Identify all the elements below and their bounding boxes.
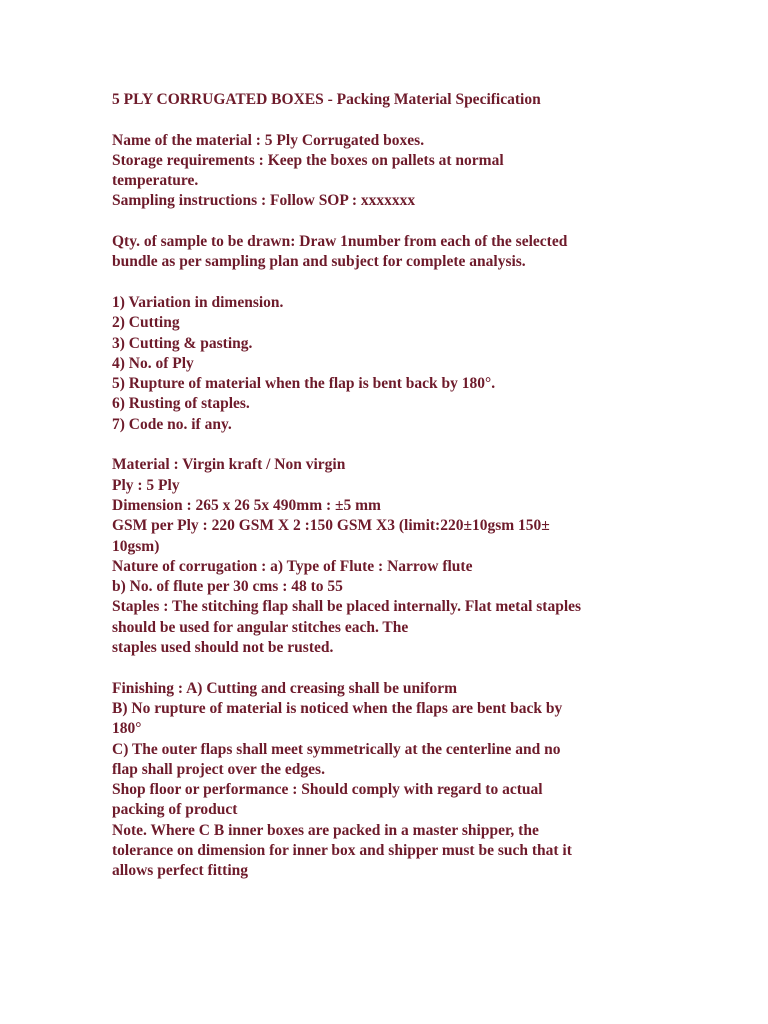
spacer [112,110,728,130]
shop-floor-line: Shop floor or performance : Should comply with regard to actual [112,781,543,799]
gsm-line: GSM per Ply : 220 GSM X 2 :150 GSM X3 (limit:220±10gsm 150± [112,517,550,535]
finishing-line: B) No rupture of material is noticed when the flaps are bent back by [112,699,563,717]
note-line: Note. Where C B inner boxes are packed in a master shipper, the [112,821,539,839]
corrugation-line: Nature of corrugation : a) Type of Flute : Narrow flute [112,557,473,575]
checks-list [112,293,728,435]
sampling-line: Sampling instructions : Follow SOP : xxxxxxx [112,192,416,210]
gsm-line-cont: 10gsm) [112,537,160,555]
storage-line-cont: temperature. [112,172,199,190]
spacer [112,273,728,293]
shop-floor-line-cont: packing of product [112,801,238,819]
storage-line: Storage requirements : Keep the boxes on pallets at normal [112,151,504,169]
check-item: 5) Rupture of material when the flap is bent back by 180°. [112,375,496,393]
note-line-cont: allows perfect fitting [112,862,249,880]
finishing-line: Finishing : A) Cutting and creasing shall be uniform [112,679,458,697]
sample-block [112,232,728,273]
spacer [112,435,728,455]
sample-qty-line-cont: bundle as per sampling plan and subject for complete analysis. [112,253,526,271]
check-item: 1) Variation in dimension. [112,293,284,311]
note-line-cont: tolerance on dimension for inner box and shipper must be such that it [112,841,572,859]
staples-line-cont: should be used for angular stitches each. The [112,618,409,636]
flute-count-line: b) No. of flute per 30 cms : 48 to 55 [112,578,343,596]
finishing-line: flap shall project over the edges. [112,760,325,778]
material-name-line: Name of the material : 5 Ply Corrugated boxes. [112,131,425,149]
check-item: 4) No. of Ply [112,354,194,372]
material-block [112,455,728,658]
spacer [112,212,728,232]
check-item: 7) Code no. if any. [112,415,232,433]
staples-line-cont: staples used should not be rusted. [112,639,334,657]
ply-line: Ply : 5 Ply [112,476,180,494]
check-item: 6) Rusting of staples. [112,395,250,413]
sample-qty-line: Qty. of sample to be drawn: Draw 1number from each of the selected [112,233,568,251]
check-item: 3) Cutting & pasting. [112,334,253,352]
material-line: Material : Virgin kraft / Non virgin [112,456,346,474]
dimension-line: Dimension : 265 x 26 5x 490mm : ±5 mm [112,496,381,514]
finishing-line: C) The outer flaps shall meet symmetrically at the centerline and no [112,740,561,758]
document-title: 5 PLY CORRUGATED BOXES - Packing Material Specification [112,91,541,108]
spacer [112,658,728,678]
finishing-line: 180° [112,720,142,738]
check-item: 2) Cutting [112,314,180,332]
header-block [112,131,728,212]
finishing-block [112,679,728,882]
staples-line: Staples : The stitching flap shall be placed internally. Flat metal staples [112,598,582,616]
